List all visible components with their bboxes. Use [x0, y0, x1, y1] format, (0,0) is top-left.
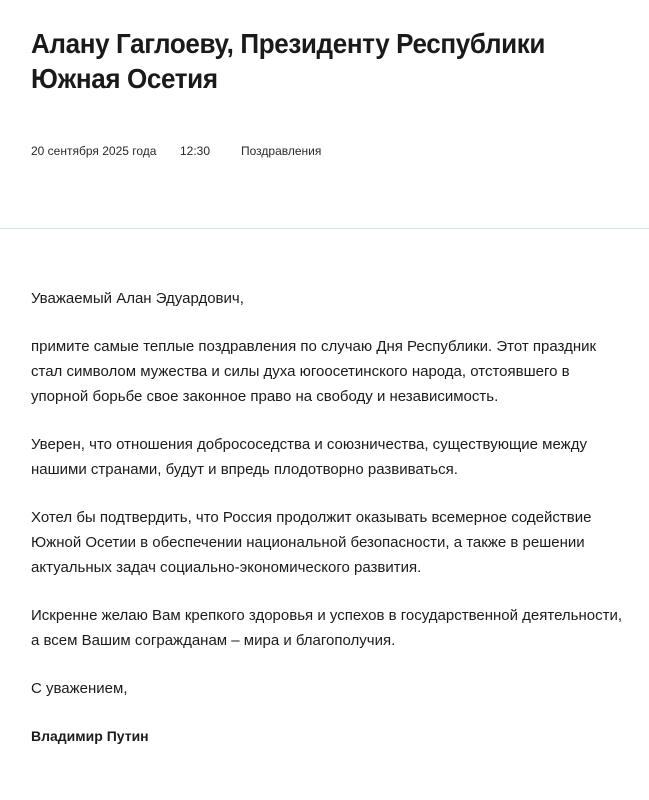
article-date: 20 сентября 2025 года — [31, 144, 157, 158]
letter-closing: С уважением, — [31, 680, 128, 697]
category-link[interactable]: Поздравления — [241, 144, 322, 158]
letter-signature: Владимир Путин — [31, 728, 149, 744]
article-time: 12:30 — [180, 144, 211, 158]
article-meta — [31, 143, 321, 159]
divider — [0, 228, 649, 229]
letter-paragraph: Уверен, что отношения добрососедства и союзничества, существующие между нашими странами, будут и впредь плодотворно развиваться. — [31, 436, 587, 478]
letter-paragraph: Искренне желаю Вам крепкого здоровья и успехов в государственной деятельности, а всем Вашим согражданам – мира и благополучия. — [31, 607, 623, 649]
letter-paragraph: примите самые теплые поздравления по случаю Дня Республики. Этот праздник стал символом мужества и силы духа югоосетинского народа, отстоявшего в упорной борьбе свое законное право на свободу и независимость. — [31, 338, 597, 405]
letter-salutation: Уважаемый Алан Эдуардович, — [31, 290, 244, 307]
letter-paragraph: Хотел бы подтвердить, что Россия продолжит оказывать всемерное содействие Южной Осетии в обеспечении национальной безопасности, а также в решении актуальных задач социально-экономического развития. — [31, 509, 592, 576]
page-title: Алану Гаглоеву, Президенту Республики Южная Осетия — [31, 28, 546, 94]
letter-body — [31, 286, 631, 772]
